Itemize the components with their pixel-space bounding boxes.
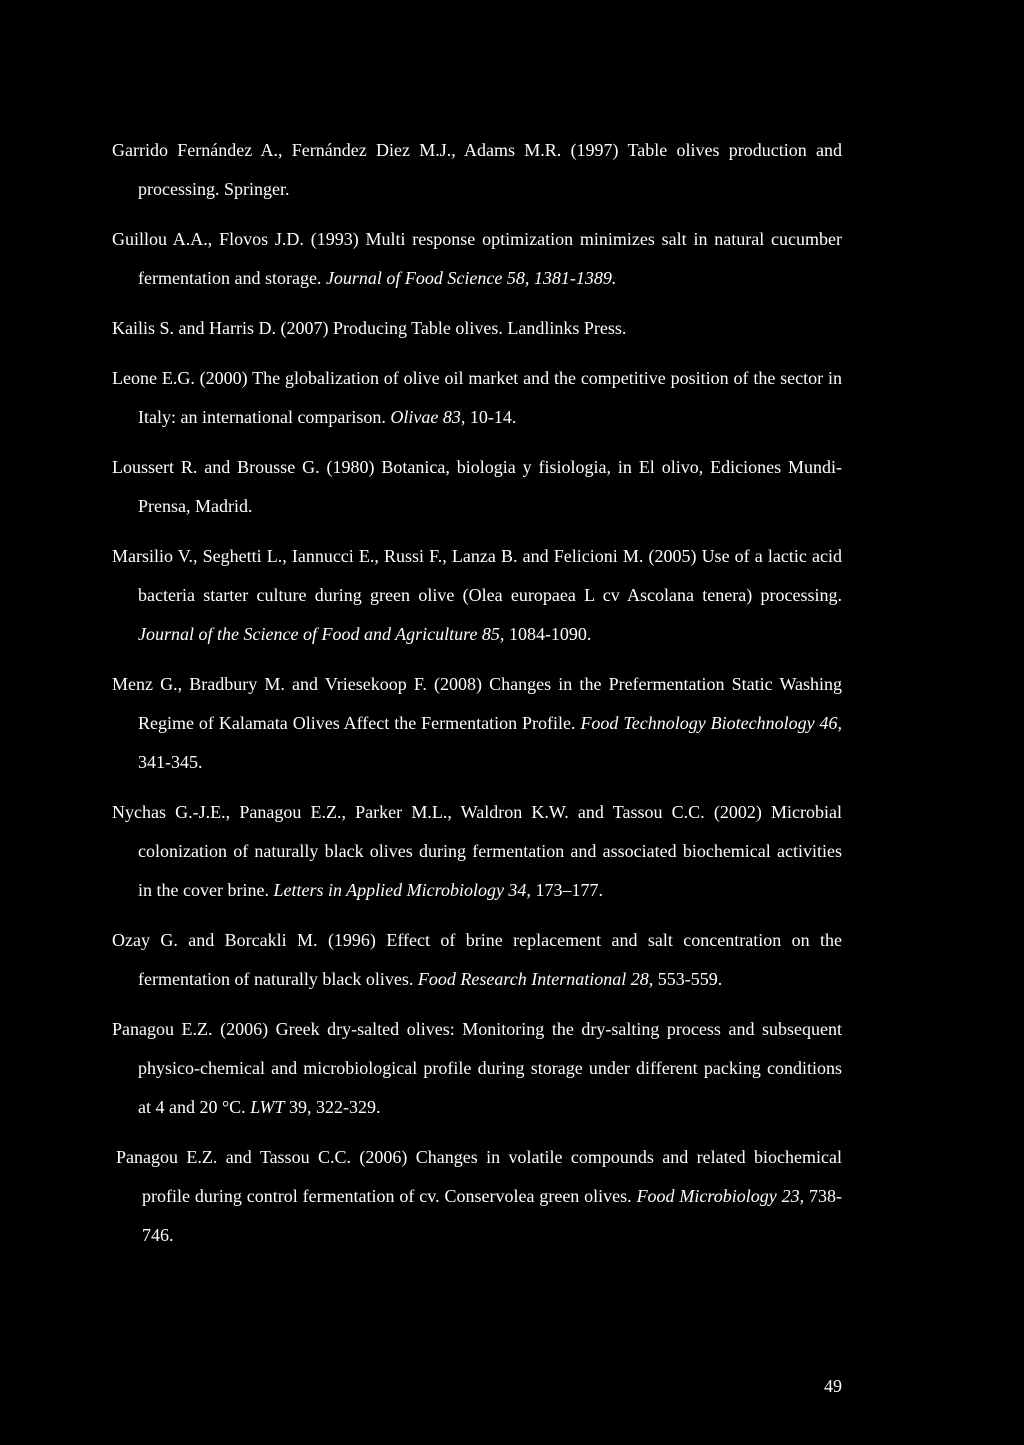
reference-source: Journal of Food Science 58, 1381-1389. <box>325 268 617 288</box>
reference-pages: 553-559. <box>653 969 723 989</box>
reference-text: Panagou E.Z. (2006) Greek dry-salted olives: Monitoring the dry-salting process and subsequent physico-chemical and microbiological profile during storage under different packing conditions at 4 and 20 °C. <box>112 1019 842 1117</box>
reference-text: Garrido Fernández A., Fernández Diez M.J., Adams M.R. (1997) Table olives production and processing. Springer. <box>112 140 842 199</box>
reference-source: Journal of the Science of Food and Agriculture 85, <box>138 624 505 644</box>
reference-text: Panagou E.Z. and Tassou C.C. (2006) Changes in volatile compounds and related biochemical profile during control fermentation of cv. Conservolea green olives. <box>116 1147 842 1206</box>
reference-item <box>112 359 842 437</box>
reference-text: Marsilio V., Seghetti L., Iannucci E., Russi F., Lanza B. and Felicioni M. (2005) Use of a lactic acid bacteria starter culture during green olive (Olea europaea L cv Ascolana tenera) processing. <box>112 546 842 605</box>
reference-source: Olivae 83, <box>390 407 466 427</box>
reference-item <box>112 220 842 298</box>
reference-item <box>112 131 842 209</box>
reference-pages: 173–177. <box>530 880 603 900</box>
reference-text: Nychas G.-J.E., Panagou E.Z., Parker M.L., Waldron K.W. and Tassou C.C. (2002) Microbial colonization of naturally black olives during fermentation and associated biochemical activities in the cover brine. <box>112 802 842 900</box>
reference-list <box>112 131 842 1255</box>
reference-source: Food Microbiology 23, <box>636 1186 805 1206</box>
page-number: 49 <box>824 1376 842 1396</box>
reference-source: Food Technology Biotechnology 46, <box>580 713 842 733</box>
reference-item <box>112 448 842 526</box>
reference-item <box>112 793 842 910</box>
reference-item <box>112 1010 842 1127</box>
reference-item <box>112 537 842 654</box>
reference-text: Ozay G. and Borcakli M. (1996) Effect of brine replacement and salt concentration on the fermentation of naturally black olives. <box>112 930 842 989</box>
reference-item <box>112 309 842 348</box>
reference-source: Food Research International 28, <box>417 969 654 989</box>
reference-source: LWT <box>250 1097 285 1117</box>
reference-item <box>116 1138 842 1255</box>
reference-pages: 1084-1090. <box>504 624 592 644</box>
reference-item <box>112 921 842 999</box>
reference-text: Kailis S. and Harris D. (2007) Producing Table olives. Landlinks Press. <box>112 318 627 338</box>
reference-pages: 39, 322-329. <box>284 1097 381 1117</box>
reference-pages: 341-345. <box>138 752 203 772</box>
reference-text: Loussert R. and Brousse G. (1980) Botanica, biologia y fisiologia, in El olivo, Ediciones Mundi-Prensa, Madrid. <box>112 457 842 516</box>
reference-source: Letters in Applied Microbiology 34, <box>273 880 531 900</box>
reference-pages: 738-746. <box>142 1186 842 1245</box>
reference-pages: 10-14. <box>465 407 517 427</box>
reference-text: Leone E.G. (2000) The globalization of olive oil market and the competitive position of the sector in Italy: an international comparison. <box>112 368 842 427</box>
reference-item <box>112 665 842 782</box>
reference-text: Menz G., Bradbury M. and Vriesekoop F. (2008) Changes in the Prefermentation Static Washing Regime of Kalamata Olives Affect the Fermentation Profile. <box>112 674 842 733</box>
reference-text: Guillou A.A., Flovos J.D. (1993) Multi response optimization minimizes salt in natural cucumber fermentation and storage. <box>112 229 842 288</box>
